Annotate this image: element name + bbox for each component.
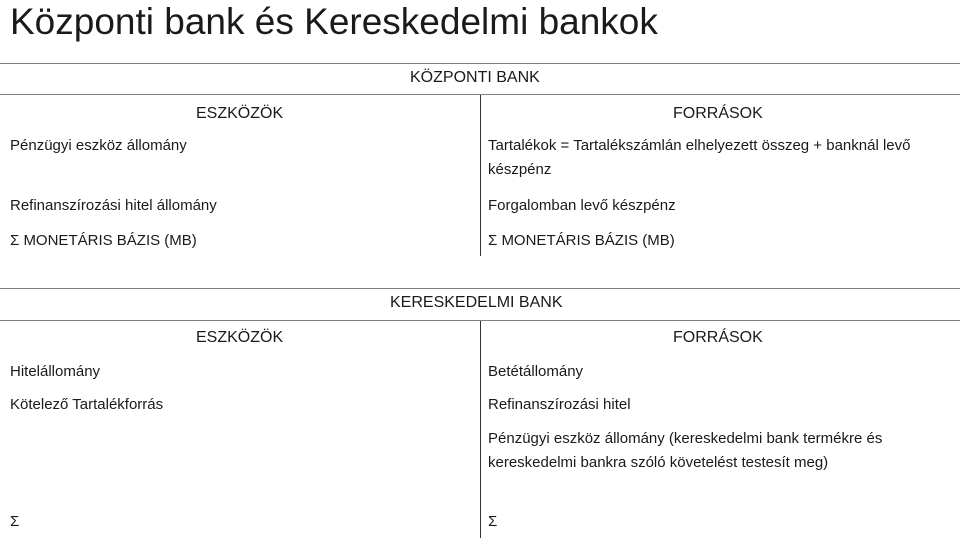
commercial-bank-top-rule [0, 288, 960, 289]
commercial-bank-liabilities-header: FORRÁSOK [673, 329, 763, 346]
central-bank-liability-item: Tartalékok = Tartalékszámlán elhelyezett összeg + banknál levő készpénz [488, 137, 911, 178]
commercial-bank-divider [480, 321, 481, 538]
commercial-bank-header: KERESKEDELMI BANK [390, 294, 563, 311]
commercial-bank-liability-item: Betétállomány [488, 363, 584, 380]
central-bank-asset-total: Σ MONETÁRIS BÁZIS (MB) [10, 232, 197, 249]
central-bank-assets-header: ESZKÖZÖK [196, 105, 284, 122]
central-bank-asset-item: Pénzügyi eszköz állomány [10, 137, 187, 154]
central-bank-liabilities-header: FORRÁSOK [673, 105, 763, 122]
commercial-bank-liabilities-total: Σ [488, 513, 498, 530]
commercial-bank-asset-item: Kötelező Tartalékforrás [10, 396, 164, 413]
central-bank-divider [480, 95, 481, 256]
central-bank-liability-item: Forgalomban levő készpénz [488, 197, 676, 214]
central-bank-liability-total: Σ MONETÁRIS BÁZIS (MB) [488, 232, 675, 249]
page-title: Központi bank és Kereskedelmi bankok [10, 1, 658, 42]
commercial-bank-assets-total: Σ [10, 513, 20, 530]
commercial-bank-liability-item: Pénzügyi eszköz állomány (kereskedelmi bank termékre és kereskedelmi bankra szóló követelést testesít meg) [488, 430, 883, 471]
central-bank-header: KÖZPONTI BANK [410, 69, 540, 86]
commercial-bank-asset-item: Hitelállomány [10, 363, 101, 380]
central-bank-top-rule [0, 63, 960, 64]
commercial-bank-assets-header: ESZKÖZÖK [196, 329, 284, 346]
commercial-bank-liability-item: Refinanszírozási hitel [488, 396, 631, 413]
central-bank-asset-item: Refinanszírozási hitel állomány [10, 197, 217, 214]
